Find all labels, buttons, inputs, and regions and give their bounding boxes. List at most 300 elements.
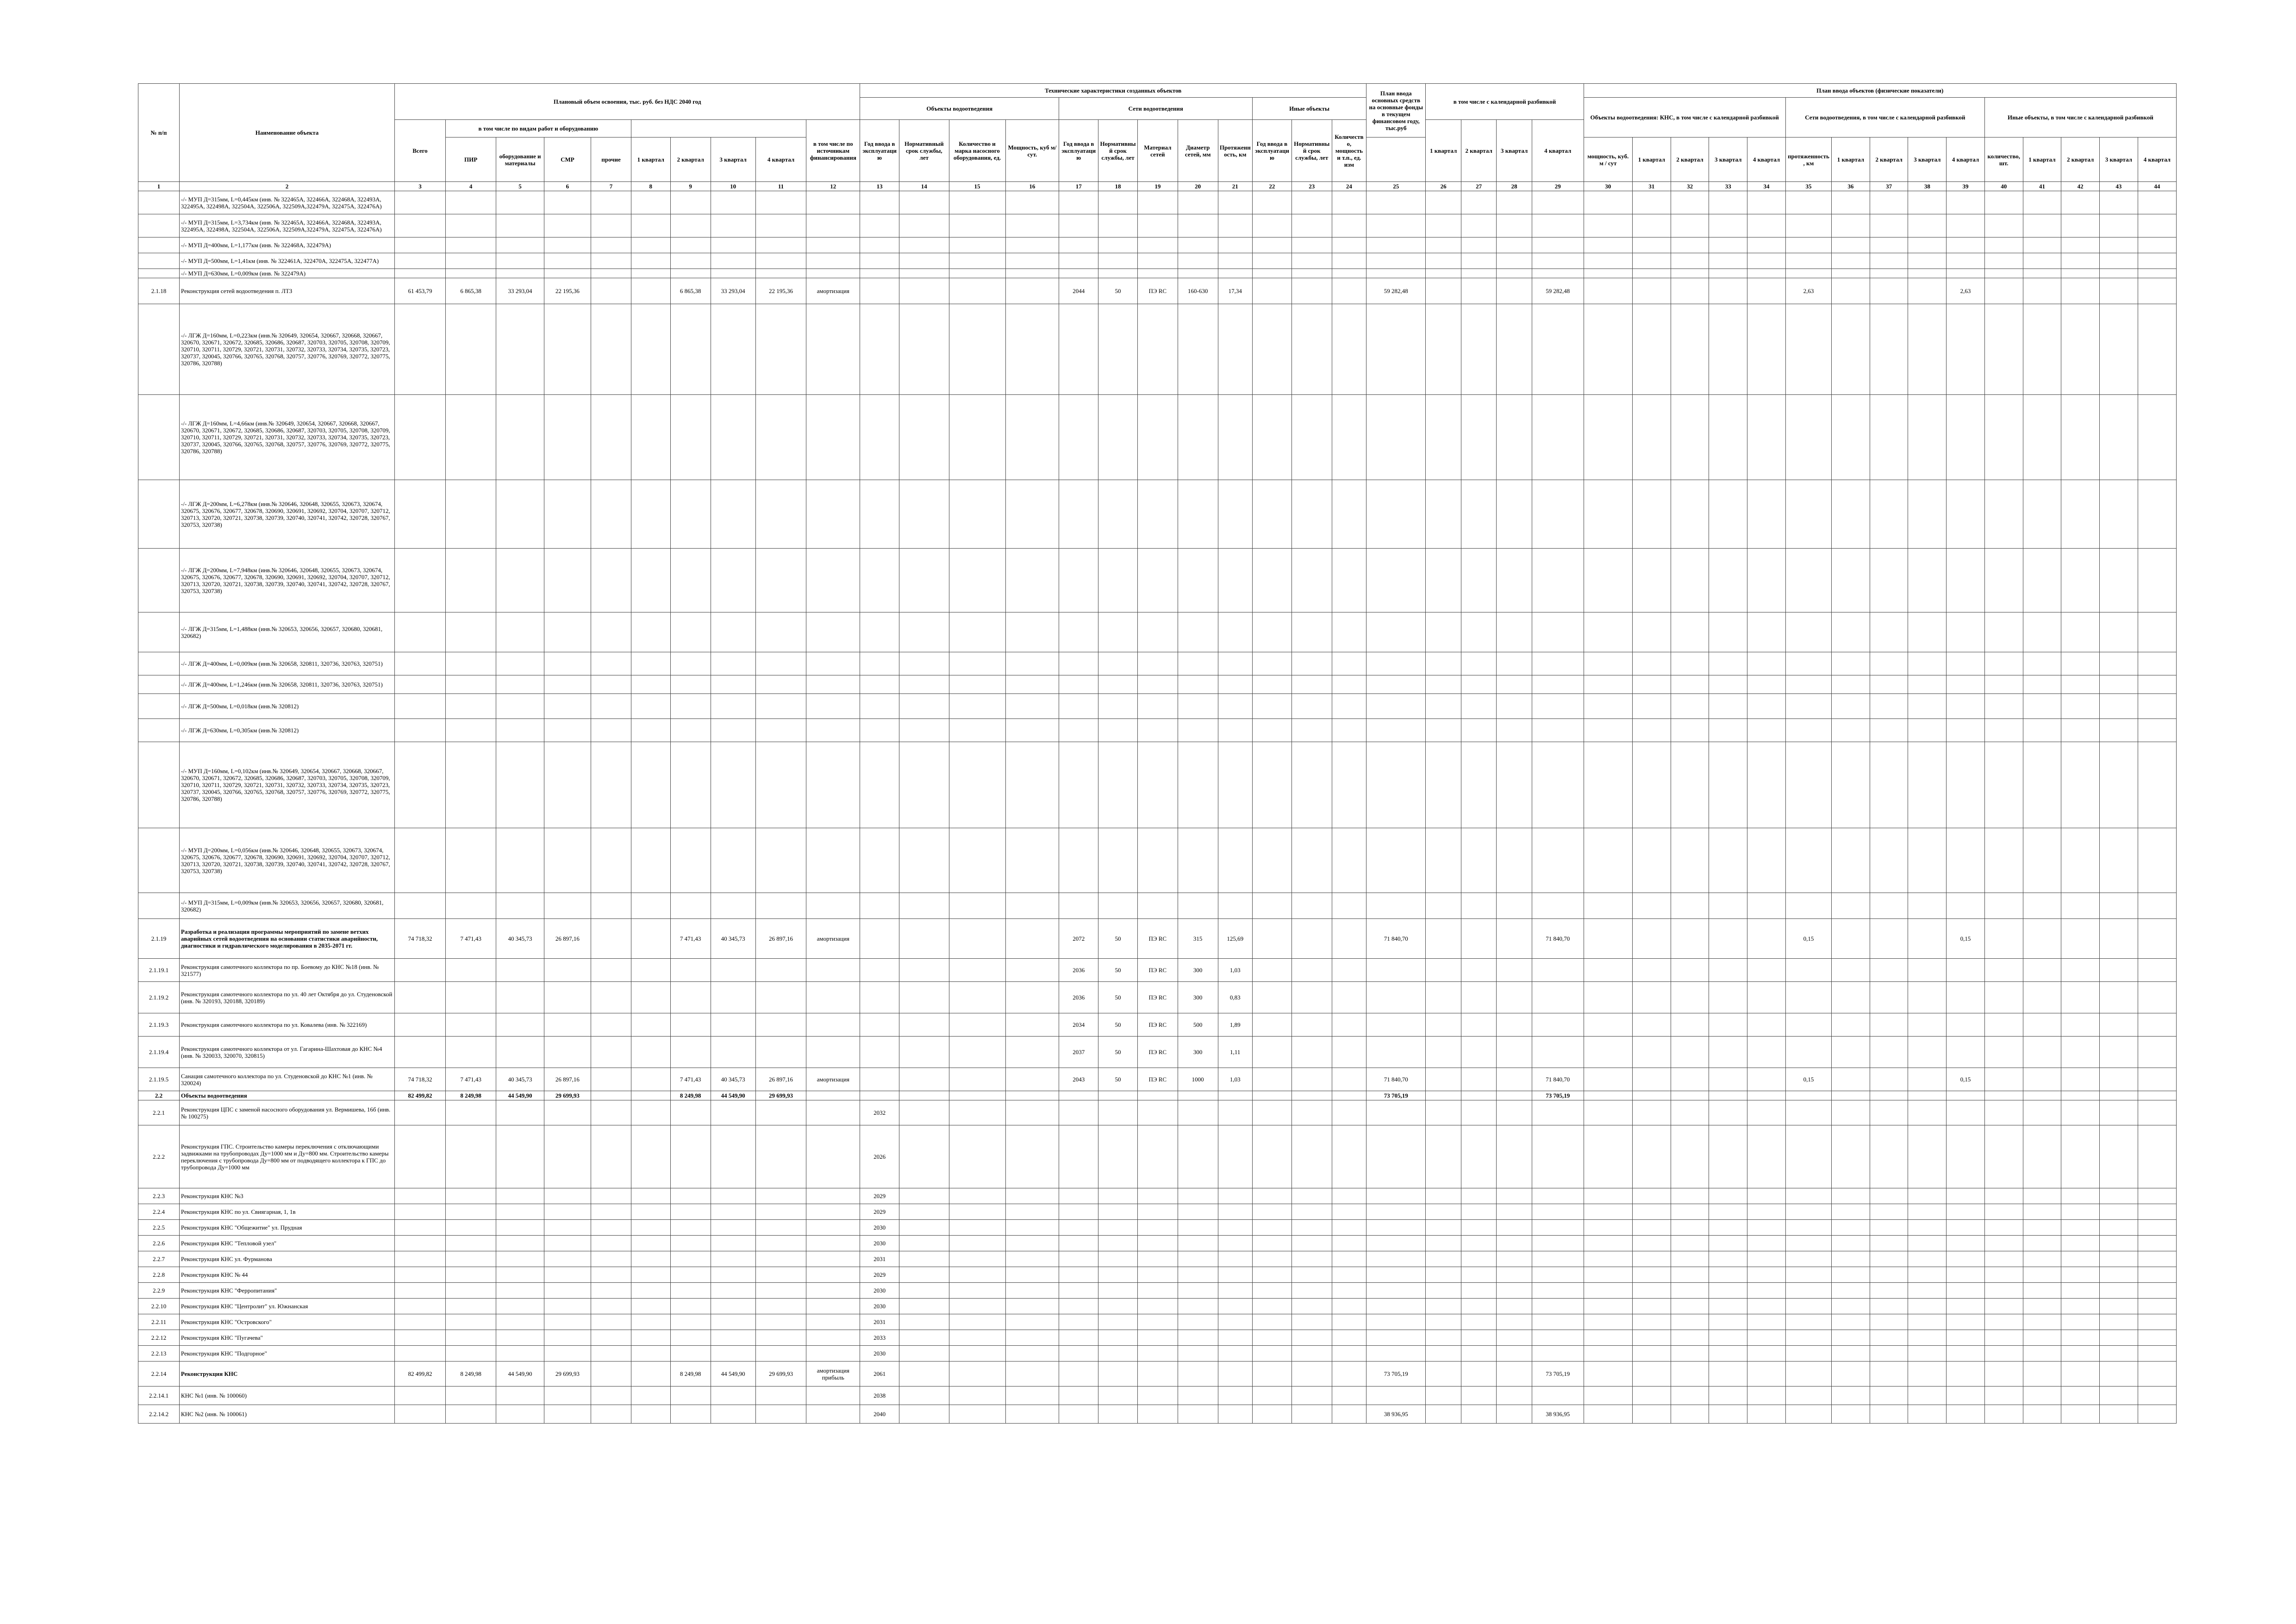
- row-number: [138, 828, 180, 893]
- cell-col-24: [1332, 694, 1366, 719]
- cell-col-42: [2061, 1091, 2100, 1100]
- cell-col-4: 6 865,38: [445, 278, 496, 304]
- cell-col-22: [1253, 1188, 1292, 1204]
- cell-col-23: [1292, 1346, 1332, 1362]
- cell-col-42: [2061, 304, 2100, 395]
- cell-col-32: [1671, 982, 1709, 1013]
- cell-col-40: [1984, 1362, 2023, 1387]
- cell-col-40: [1984, 1387, 2023, 1405]
- cell-col-40: [1984, 395, 2023, 480]
- cell-col-25: [1366, 959, 1426, 982]
- cell-col-6: [544, 237, 591, 253]
- cell-col-30: [1584, 1346, 1632, 1362]
- table-row: [138, 919, 2177, 959]
- cell-col-31: [1633, 1091, 1671, 1100]
- cell-col-39: [1947, 214, 1985, 237]
- cell-col-44: [2138, 549, 2176, 612]
- cell-col-16: [1005, 742, 1059, 828]
- cell-col-33: [1709, 828, 1747, 893]
- cell-col-37: [1870, 1091, 1908, 1100]
- cell-col-24: [1332, 1037, 1366, 1068]
- cell-col-31: [1633, 959, 1671, 982]
- cell-col-43: [2100, 549, 2138, 612]
- cell-col-18: [1098, 304, 1138, 395]
- cell-col-29: [1532, 395, 1584, 480]
- cell-col-13: [860, 1037, 899, 1068]
- cell-col-13: [860, 982, 899, 1013]
- cell-col-8: [631, 1405, 670, 1424]
- cell-col-4: [445, 1037, 496, 1068]
- cell-col-14: [899, 1362, 949, 1387]
- cell-col-38: [1908, 1204, 1947, 1220]
- cell-col-28: [1497, 191, 1532, 214]
- cell-col-4: [445, 1405, 496, 1424]
- cell-col-31: [1633, 675, 1671, 694]
- cell-col-29: [1532, 1013, 1584, 1037]
- cell-col-4: [445, 893, 496, 919]
- cell-col-23: [1292, 1188, 1332, 1204]
- cell-col-31: [1633, 1236, 1671, 1251]
- cell-col-30: [1584, 1013, 1632, 1037]
- cell-col-5: [496, 191, 544, 214]
- object-name: -/- ЛГЖ Д=200мм, L=7,948км (инв.№ 320646, 320648, 320655, 320673, 320674, 320675, 320676, 320677, 320678, 320690, 320691, 320692, 320704, 320707, 320712, 320713, 320720, 320721, 320738, 320739, 320740, 320741, 320742, 320728, 320767, 320753, 320738): [179, 549, 394, 612]
- column-number: 6: [544, 182, 591, 191]
- cell-col-11: [755, 675, 806, 694]
- column-number: 25: [1366, 182, 1426, 191]
- cell-col-4: 8 249,98: [445, 1362, 496, 1387]
- cell-col-14: [899, 1091, 949, 1100]
- cell-col-36: [1832, 480, 1870, 549]
- cell-col-3: [395, 395, 446, 480]
- cell-col-37: [1870, 1013, 1908, 1037]
- cell-col-11: [755, 214, 806, 237]
- column-number: 1: [138, 182, 180, 191]
- cell-col-37: [1870, 1037, 1908, 1068]
- cell-col-10: [711, 1236, 755, 1251]
- cell-col-5: [496, 1037, 544, 1068]
- cell-col-30: [1584, 675, 1632, 694]
- cell-col-19: [1137, 395, 1178, 480]
- cell-col-13: [860, 675, 899, 694]
- cell-col-24: [1332, 1125, 1366, 1188]
- cell-col-26: [1426, 1346, 1461, 1362]
- cell-col-39: [1947, 304, 1985, 395]
- cell-col-12: амортизация: [806, 919, 860, 959]
- row-number: 2.2.6: [138, 1236, 180, 1251]
- cell-col-29: [1532, 1267, 1584, 1283]
- cell-col-42: [2061, 893, 2100, 919]
- cell-col-32: [1671, 549, 1709, 612]
- cell-col-9: [670, 1037, 711, 1068]
- column-number: 17: [1059, 182, 1098, 191]
- cell-col-31: [1633, 1125, 1671, 1188]
- cell-col-17: [1059, 1236, 1098, 1251]
- cell-col-23: [1292, 253, 1332, 269]
- cell-col-20: 300: [1178, 1037, 1218, 1068]
- cell-col-19: [1137, 1251, 1178, 1267]
- cell-col-24: [1332, 395, 1366, 480]
- cell-col-3: [395, 1405, 446, 1424]
- cell-col-39: [1947, 1013, 1985, 1037]
- cell-col-38: [1908, 549, 1947, 612]
- cell-col-13: 2026: [860, 1125, 899, 1188]
- cell-col-36: [1832, 612, 1870, 652]
- cell-col-36: [1832, 719, 1870, 742]
- cell-col-13: [860, 237, 899, 253]
- cell-col-36: [1832, 1330, 1870, 1346]
- cell-col-30: [1584, 1299, 1632, 1314]
- cell-col-29: 59 282,48: [1532, 278, 1584, 304]
- cell-col-15: [949, 269, 1005, 278]
- table-row: [138, 1204, 2177, 1220]
- cell-col-40: [1984, 1068, 2023, 1091]
- cell-col-15: [949, 1037, 1005, 1068]
- cell-col-35: [1785, 1251, 1831, 1267]
- cell-col-24: [1332, 1362, 1366, 1387]
- cell-col-10: [711, 237, 755, 253]
- cell-col-33: [1709, 1314, 1747, 1330]
- cell-col-29: [1532, 982, 1584, 1013]
- cell-col-43: [2100, 1204, 2138, 1220]
- cell-col-44: [2138, 395, 2176, 480]
- cell-col-35: [1785, 893, 1831, 919]
- cell-col-19: [1137, 612, 1178, 652]
- cell-col-43: [2100, 893, 2138, 919]
- cell-col-37: [1870, 395, 1908, 480]
- cell-col-5: 33 293,04: [496, 278, 544, 304]
- cell-col-24: [1332, 612, 1366, 652]
- cell-col-24: [1332, 893, 1366, 919]
- cell-col-42: [2061, 1314, 2100, 1330]
- cell-col-9: [670, 1330, 711, 1346]
- cell-col-3: 61 453,79: [395, 278, 446, 304]
- cell-col-6: [544, 893, 591, 919]
- cell-col-36: [1832, 214, 1870, 237]
- cell-col-17: [1059, 652, 1098, 675]
- cell-col-40: [1984, 549, 2023, 612]
- cell-col-31: [1633, 304, 1671, 395]
- cell-col-3: 74 718,32: [395, 919, 446, 959]
- row-number: [138, 652, 180, 675]
- cell-col-39: [1947, 828, 1985, 893]
- cell-col-5: [496, 253, 544, 269]
- cell-col-15: [949, 304, 1005, 395]
- cell-col-4: [445, 1299, 496, 1314]
- cell-col-16: [1005, 269, 1059, 278]
- cell-col-38: [1908, 982, 1947, 1013]
- cell-col-30: [1584, 1236, 1632, 1251]
- cell-col-27: [1461, 191, 1497, 214]
- cell-col-12: [806, 191, 860, 214]
- column-number: 35: [1785, 182, 1831, 191]
- cell-col-32: [1671, 959, 1709, 982]
- cell-col-21: [1218, 1283, 1252, 1299]
- cell-col-37: [1870, 828, 1908, 893]
- cell-col-19: [1137, 1330, 1178, 1346]
- cell-col-33: [1709, 1068, 1747, 1091]
- cell-col-35: [1785, 237, 1831, 253]
- cell-col-44: [2138, 675, 2176, 694]
- cell-col-36: [1832, 1314, 1870, 1330]
- cell-col-32: [1671, 828, 1709, 893]
- cell-col-35: 2,63: [1785, 278, 1831, 304]
- cell-col-37: [1870, 1362, 1908, 1387]
- cell-col-43: [2100, 919, 2138, 959]
- cell-col-14: [899, 214, 949, 237]
- cell-col-19: [1137, 304, 1178, 395]
- cell-col-11: [755, 191, 806, 214]
- cell-col-13: 2031: [860, 1314, 899, 1330]
- cell-col-27: [1461, 549, 1497, 612]
- cell-col-4: [445, 1236, 496, 1251]
- cell-col-10: [711, 395, 755, 480]
- cell-col-16: [1005, 214, 1059, 237]
- cell-col-13: 2038: [860, 1387, 899, 1405]
- cell-col-13: [860, 549, 899, 612]
- cell-col-7: [591, 612, 631, 652]
- cell-col-23: [1292, 1013, 1332, 1037]
- cell-col-22: [1253, 1299, 1292, 1314]
- column-number: 44: [2138, 182, 2176, 191]
- cell-col-32: [1671, 253, 1709, 269]
- cell-col-35: [1785, 652, 1831, 675]
- cell-col-15: [949, 675, 1005, 694]
- cell-col-33: [1709, 191, 1747, 214]
- cell-col-38: [1908, 278, 1947, 304]
- cell-col-32: [1671, 1091, 1709, 1100]
- cell-col-4: [445, 1013, 496, 1037]
- cell-col-8: [631, 1387, 670, 1405]
- cell-col-21: [1218, 214, 1252, 237]
- cell-col-36: [1832, 652, 1870, 675]
- cell-col-34: [1747, 1362, 1786, 1387]
- cell-col-37: [1870, 304, 1908, 395]
- cell-col-43: [2100, 1125, 2138, 1188]
- cell-col-14: [899, 982, 949, 1013]
- cell-col-23: [1292, 1387, 1332, 1405]
- cell-col-21: [1218, 1204, 1252, 1220]
- cell-col-11: [755, 742, 806, 828]
- cell-col-26: [1426, 675, 1461, 694]
- cell-col-9: [670, 237, 711, 253]
- cell-col-25: [1366, 253, 1426, 269]
- cell-col-20: [1178, 549, 1218, 612]
- cell-col-9: [670, 1405, 711, 1424]
- cell-col-25: [1366, 480, 1426, 549]
- cell-col-18: [1098, 549, 1138, 612]
- cell-col-41: [2023, 1100, 2061, 1125]
- cell-col-32: [1671, 1267, 1709, 1283]
- cell-col-33: [1709, 893, 1747, 919]
- cell-col-33: [1709, 1283, 1747, 1299]
- cell-col-44: [2138, 1236, 2176, 1251]
- cell-col-8: [631, 1362, 670, 1387]
- cell-col-19: [1137, 1387, 1178, 1405]
- cell-col-43: [2100, 1251, 2138, 1267]
- cell-col-23: [1292, 237, 1332, 253]
- cell-col-18: [1098, 675, 1138, 694]
- cell-col-8: [631, 1204, 670, 1220]
- cell-col-4: [445, 1346, 496, 1362]
- cell-col-32: [1671, 1283, 1709, 1299]
- cell-col-6: [544, 1267, 591, 1283]
- cell-col-9: [670, 191, 711, 214]
- cell-col-29: [1532, 1387, 1584, 1405]
- cell-col-38: [1908, 1091, 1947, 1100]
- cell-col-21: 1,89: [1218, 1013, 1252, 1037]
- header-objects-physical: Объекты водоотведения: КНС, в том числе с календарной разбивкой: [1584, 98, 1785, 137]
- cell-col-27: [1461, 1267, 1497, 1283]
- cell-col-29: [1532, 1346, 1584, 1362]
- cell-col-23: [1292, 1125, 1332, 1188]
- cell-col-19: [1137, 1188, 1178, 1204]
- cell-col-3: [395, 675, 446, 694]
- header-other-physical: Иные объекты, в том числе с календарной разбивкой: [1984, 98, 2176, 137]
- cell-col-35: 0,15: [1785, 1068, 1831, 1091]
- cell-col-5: [496, 1236, 544, 1251]
- cell-col-10: [711, 1013, 755, 1037]
- cell-col-34: [1747, 214, 1786, 237]
- row-number: 2.1.19.1: [138, 959, 180, 982]
- table-row: [138, 1100, 2177, 1125]
- cell-col-38: [1908, 1267, 1947, 1283]
- cell-col-39: [1947, 191, 1985, 214]
- cell-col-15: [949, 214, 1005, 237]
- cell-col-10: [711, 480, 755, 549]
- cell-col-28: [1497, 959, 1532, 982]
- cell-col-9: [670, 742, 711, 828]
- header-q3: 3 квартал: [711, 137, 755, 182]
- cell-col-7: [591, 191, 631, 214]
- cell-col-17: [1059, 1362, 1098, 1387]
- cell-col-22: [1253, 191, 1292, 214]
- cell-col-4: [445, 480, 496, 549]
- cell-col-5: [496, 612, 544, 652]
- cell-col-44: [2138, 612, 2176, 652]
- cell-col-34: [1747, 278, 1786, 304]
- cell-col-43: [2100, 1299, 2138, 1314]
- cell-col-41: [2023, 1283, 2061, 1299]
- cell-col-19: [1137, 1091, 1178, 1100]
- cell-col-22: [1253, 612, 1292, 652]
- cell-col-13: 2030: [860, 1346, 899, 1362]
- cell-col-39: [1947, 1125, 1985, 1188]
- cell-col-22: [1253, 1314, 1292, 1330]
- column-number: 11: [755, 182, 806, 191]
- cell-col-18: [1098, 1267, 1138, 1283]
- cell-col-33: [1709, 304, 1747, 395]
- cell-col-23: [1292, 269, 1332, 278]
- cell-col-44: [2138, 694, 2176, 719]
- table-row: [138, 269, 2177, 278]
- cell-col-30: [1584, 1251, 1632, 1267]
- cell-col-22: [1253, 719, 1292, 742]
- cell-col-11: [755, 1220, 806, 1236]
- cell-col-22: [1253, 278, 1292, 304]
- cell-col-7: [591, 1188, 631, 1204]
- cell-col-39: [1947, 1387, 1985, 1405]
- cell-col-42: [2061, 1188, 2100, 1204]
- cell-col-22: [1253, 253, 1292, 269]
- cell-col-39: [1947, 549, 1985, 612]
- cell-col-34: [1747, 694, 1786, 719]
- cell-col-21: 17,34: [1218, 278, 1252, 304]
- cell-col-20: [1178, 1204, 1218, 1220]
- cell-col-15: [949, 694, 1005, 719]
- column-number: 33: [1709, 182, 1747, 191]
- row-number: [138, 694, 180, 719]
- cell-col-4: [445, 828, 496, 893]
- cell-col-33: [1709, 719, 1747, 742]
- cell-col-9: [670, 612, 711, 652]
- cell-col-21: 1,11: [1218, 1037, 1252, 1068]
- cell-col-3: [395, 893, 446, 919]
- cell-col-11: [755, 1037, 806, 1068]
- cell-col-36: [1832, 1346, 1870, 1362]
- cell-col-5: [496, 959, 544, 982]
- cell-col-12: [806, 1091, 860, 1100]
- cell-col-5: 44 549,90: [496, 1362, 544, 1387]
- cell-col-34: [1747, 1013, 1786, 1037]
- cell-col-38: [1908, 1100, 1947, 1125]
- cell-col-24: [1332, 214, 1366, 237]
- cell-col-36: [1832, 675, 1870, 694]
- cell-col-26: [1426, 1236, 1461, 1251]
- cell-col-23: [1292, 304, 1332, 395]
- cell-col-42: [2061, 1100, 2100, 1125]
- cell-col-12: [806, 652, 860, 675]
- row-number: 2.2.14.2: [138, 1405, 180, 1424]
- cell-col-3: [395, 480, 446, 549]
- column-number: 20: [1178, 182, 1218, 191]
- cell-col-30: [1584, 1125, 1632, 1188]
- cell-col-38: [1908, 652, 1947, 675]
- row-number: [138, 395, 180, 480]
- cell-col-10: [711, 1188, 755, 1204]
- cell-col-14: [899, 1013, 949, 1037]
- header-oth-quantity: количество, шт.: [1984, 137, 2023, 182]
- cell-col-33: [1709, 1091, 1747, 1100]
- cell-col-17: [1059, 1204, 1098, 1220]
- header-cal-q4: 4 квартал: [1532, 120, 1584, 182]
- cell-col-24: [1332, 1068, 1366, 1091]
- cell-col-26: [1426, 1091, 1461, 1100]
- cell-col-3: [395, 1188, 446, 1204]
- cell-col-15: [949, 919, 1005, 959]
- cell-col-34: [1747, 1299, 1786, 1314]
- cell-col-28: [1497, 694, 1532, 719]
- cell-col-30: [1584, 694, 1632, 719]
- cell-col-15: [949, 742, 1005, 828]
- cell-col-25: [1366, 828, 1426, 893]
- cell-col-3: [395, 1251, 446, 1267]
- cell-col-39: [1947, 742, 1985, 828]
- cell-col-34: [1747, 1405, 1786, 1424]
- cell-col-18: [1098, 1251, 1138, 1267]
- cell-col-39: [1947, 253, 1985, 269]
- cell-col-32: [1671, 612, 1709, 652]
- cell-col-32: [1671, 919, 1709, 959]
- cell-col-26: [1426, 480, 1461, 549]
- cell-col-36: [1832, 1068, 1870, 1091]
- cell-col-25: [1366, 1387, 1426, 1405]
- cell-col-10: [711, 304, 755, 395]
- cell-col-16: [1005, 1362, 1059, 1387]
- cell-col-25: [1366, 237, 1426, 253]
- cell-col-17: [1059, 1405, 1098, 1424]
- cell-col-17: [1059, 395, 1098, 480]
- header-tech-characteristics: Технические характеристики созданных объектов: [860, 84, 1366, 98]
